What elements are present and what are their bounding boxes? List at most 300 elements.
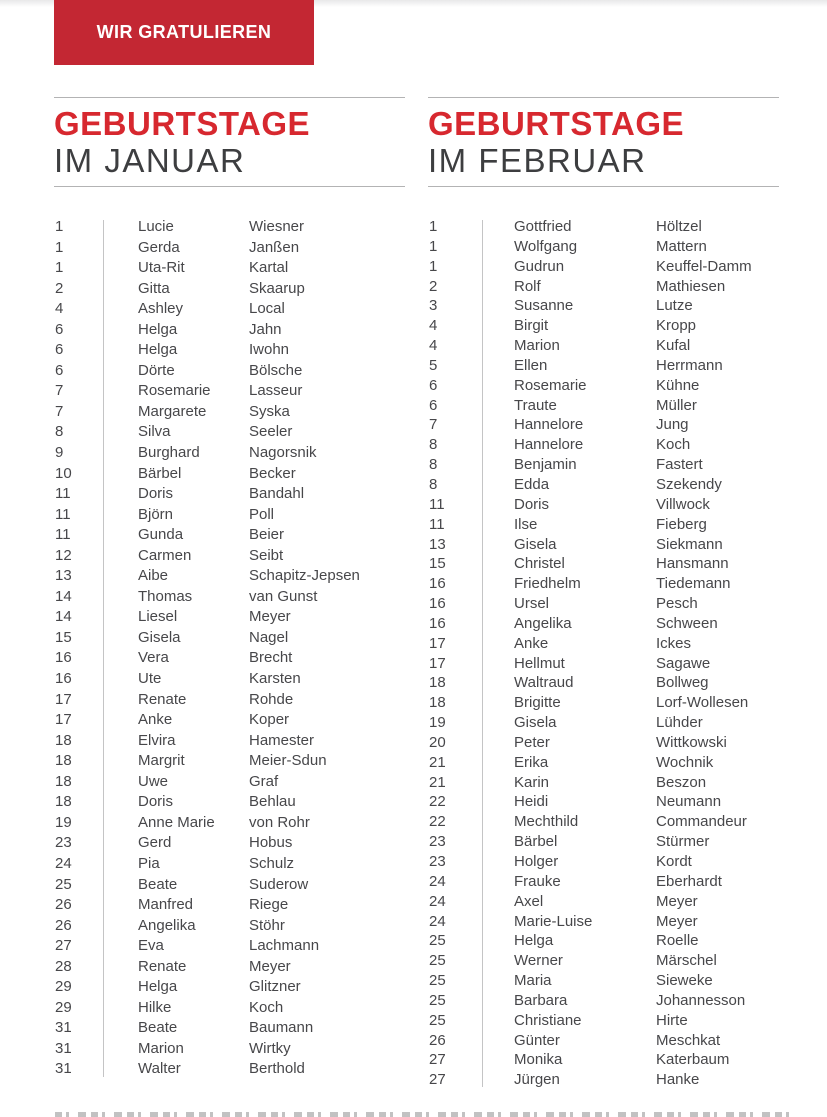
birthday-last: Kühne [656,376,700,394]
birthday-first: Hellmut [514,654,565,672]
birthday-row [54,977,405,998]
birthday-last: Seibt [249,546,284,564]
birthday-row [428,356,779,376]
birthday-day: 18 [429,694,446,712]
birthday-first: Traute [514,396,557,414]
birthday-day: 29 [55,978,72,996]
birthday-row [428,753,779,773]
birthday-first: Frauke [514,872,561,890]
birthday-day: 11 [55,485,71,503]
birthday-day: 6 [429,396,438,414]
birthday-day: 9 [55,444,64,462]
birthday-last: Schapitz-Jepsen [249,567,360,585]
birthday-row [428,654,779,674]
birthday-first: Mechthild [514,813,579,831]
birthday-first: Gisela [138,628,181,646]
birthday-first: Gottfried [514,218,572,235]
birthday-row [428,455,779,475]
birthday-last: Hirte [656,1011,688,1029]
birthday-last: Tiedemann [656,575,731,593]
birthday-last: Berthold [249,1060,305,1078]
birthday-list-february [428,187,779,1090]
birthday-first: Axel [514,892,544,910]
birthday-first: Marion [514,337,560,355]
column-title-month-february: IM FEBRUAR [428,142,647,179]
birthday-last: Poll [249,505,275,523]
birthday-day: 16 [55,670,72,688]
birthday-first: Gerd [138,834,172,852]
birthday-row [54,1059,405,1080]
birthday-last: Stöhr [249,916,285,934]
birthday-first: Edda [514,475,550,493]
birthday-last: Meschkat [656,1031,721,1049]
birthday-first: Bärbel [138,464,182,482]
birthday-first: Angelika [514,614,572,632]
birthday-day: 23 [55,834,72,852]
birthday-first: Lucie [138,218,174,235]
birthday-row [54,833,405,854]
birthday-row [428,237,779,257]
birthday-last: Koper [249,711,290,729]
birthday-row [428,376,779,396]
birthday-day: 7 [55,402,64,420]
divider-top-january [54,97,405,98]
birthday-day: 7 [55,382,64,400]
birthday-row [54,587,405,608]
birthday-last: Herrmann [656,356,723,374]
birthday-last: Stürmer [656,833,710,851]
birthday-day: 18 [55,731,72,749]
birthday-last: Riege [249,896,289,914]
birthday-first: Ursel [514,595,550,613]
birthday-last: Bandahl [249,485,305,503]
birthday-row [54,607,405,628]
birthday-first: Barbara [514,991,568,1009]
birthday-row [54,381,405,402]
birthday-last: Rohde [249,690,294,708]
birthday-last: Schulz [249,854,295,872]
birthday-first: Anke [138,711,173,729]
birthday-last: Kartal [249,259,289,277]
birthday-row [54,895,405,916]
birthday-day: 2 [429,277,438,295]
birthday-last: Sagawe [656,654,711,672]
birthday-row [54,772,405,793]
birthday-row [54,402,405,423]
birthday-first: Beate [138,875,178,893]
birthday-first: Brigitte [514,694,561,712]
birthday-row [428,316,779,336]
birthday-first: Helga [138,978,178,996]
birthday-first: Walter [138,1060,181,1078]
birthday-day: 4 [429,317,438,335]
birthday-day: 8 [55,423,64,441]
birthday-row [54,916,405,937]
birthday-row [428,277,779,297]
birthday-day: 7 [429,416,438,434]
birthday-last: Hamester [249,731,315,749]
birthday-day: 23 [429,833,446,851]
birthday-day: 16 [429,595,446,613]
birthday-day: 23 [429,853,446,870]
birthday-day: 11 [429,495,445,513]
birthday-row [54,998,405,1019]
birthday-first: Marie-Luise [514,912,593,930]
birthday-day: 14 [55,608,72,626]
birthday-first: Liesel [138,608,178,626]
birthday-row [54,320,405,341]
birthday-row [428,415,779,435]
birthday-last: Syska [249,402,290,420]
birthday-row [428,574,779,594]
birthday-first: Ilse [514,515,538,533]
birthday-first: Manfred [138,896,194,914]
birthday-last: Meyer [656,912,698,930]
birthday-first: Renate [138,690,187,708]
birthday-last: Beier [249,526,285,544]
divider-top-february [428,97,779,98]
birthday-row [54,813,405,834]
birthday-row [428,1050,779,1070]
banner [54,0,314,65]
birthday-day: 21 [429,773,446,791]
birthday-row [428,1011,779,1031]
birthday-day: 4 [429,337,438,355]
birthday-last: Höltzel [656,218,702,235]
birthday-first: Peter [514,733,550,751]
birthday-day: 28 [55,957,72,975]
birthday-last: Seeler [249,423,293,441]
birthday-last: Bollweg [656,674,709,692]
birthday-last: Kordt [656,853,692,870]
birthday-first: Susanne [514,297,574,315]
birthday-day: 19 [429,714,446,732]
birthday-row [428,832,779,852]
birthday-last: Keuffel-Damm [656,257,752,275]
birthday-first: Beate [138,1019,178,1037]
birthday-day: 6 [429,376,438,394]
birthday-first: Günter [514,1031,560,1049]
birthday-last: Meyer [249,957,291,975]
birthday-row [428,1031,779,1051]
birthday-first: Wolfgang [514,237,578,255]
birthday-last: Villwock [656,495,710,513]
birthday-last: Eberhardt [656,872,722,890]
birthday-day: 17 [429,654,446,672]
birthday-row [428,951,779,971]
birthday-last: Behlau [249,793,296,811]
birthday-last: Johannesson [656,991,746,1009]
birthday-first: Margarete [138,402,207,420]
birthday-first: Benjamin [514,456,577,474]
birthday-day: 6 [55,341,64,359]
birthday-first: Uta-Rit [138,259,185,277]
birthday-first: Gisela [514,535,557,553]
birthday-day: 17 [429,634,446,652]
birthday-day: 1 [55,238,64,256]
birthday-last: Fastert [656,456,703,474]
birthday-row [54,422,405,443]
birthday-last: Beszon [656,773,707,791]
birthday-first: Doris [138,485,174,503]
birthday-first: Anke [514,634,549,652]
birthday-last: Neumann [656,793,722,811]
birthday-first: Björn [138,505,174,523]
birthday-first: Marion [138,1039,184,1057]
birthday-row [54,628,405,649]
birthday-first: Waltraud [514,674,574,692]
birthday-first: Hannelore [514,416,584,434]
birthday-first: Rosemarie [514,376,587,394]
birthday-row [428,336,779,356]
birthday-day: 6 [55,361,64,379]
birthday-first: Jürgen [514,1071,560,1089]
birthday-first: Angelika [138,916,196,934]
birthday-first: Pia [138,854,160,872]
birthday-first: Helga [514,932,554,950]
birthday-row [54,1039,405,1060]
birthday-first: Silva [138,423,171,441]
birthday-last: Lühder [656,714,703,732]
birthday-first: Gitta [138,279,170,297]
column-title-red-january: GEBURTSTAGE [54,105,311,142]
birthday-first: Maria [514,972,552,990]
birthday-first: Doris [514,495,550,513]
birthday-last: Mattern [656,237,707,255]
birthday-first: Gudrun [514,257,565,275]
birthday-first: Gerda [138,238,180,256]
birthday-day: 25 [429,991,446,1009]
birthday-last: Koch [656,436,691,454]
birthday-day: 17 [55,711,72,729]
birthday-day: 24 [429,872,446,890]
birthday-row [428,792,779,812]
birthday-day: 26 [429,1031,446,1049]
birthday-row [54,484,405,505]
birthday-row [54,710,405,731]
birthday-first: Ute [138,670,162,688]
birthday-row [428,971,779,991]
birthday-row [428,515,779,535]
birthday-first: Vera [138,649,169,667]
birthday-day: 1 [55,259,64,277]
birthday-day: 3 [429,297,438,315]
birthday-first: Monika [514,1051,563,1069]
birthday-last: Lachmann [249,937,320,955]
birthday-last: Kufal [656,337,691,355]
birthday-last: Schween [656,614,718,632]
birthday-first: Renate [138,957,187,975]
birthday-first: Gunda [138,526,184,544]
birthday-row [428,217,779,237]
birthday-first: Gisela [514,714,557,732]
birthday-first: Heidi [514,793,549,811]
birthday-last: Märschel [656,952,717,970]
birthday-day: 20 [429,733,446,751]
birthday-first: Hannelore [514,436,584,454]
birthday-last: Skaarup [249,279,305,297]
birthday-row [428,614,779,634]
birthday-day: 29 [55,998,72,1016]
birthday-row [54,505,405,526]
birthday-row [54,792,405,813]
birthday-last: Katerbaum [656,1051,730,1069]
birthday-day: 24 [55,854,72,872]
birthday-last: Müller [656,396,697,414]
birthday-last: Lasseur [249,382,303,400]
column-title-red-february: GEBURTSTAGE [428,105,685,142]
birthday-row [54,258,405,279]
birthday-first: Carmen [138,546,192,564]
birthday-first: Elvira [138,731,176,749]
birthday-day: 25 [429,952,446,970]
birthday-first: Burghard [138,444,200,462]
birthday-first: Birgit [514,317,549,335]
birthday-last: Iwohn [249,341,290,359]
birthday-first: Margrit [138,752,185,770]
birthday-last: Roelle [656,932,699,950]
birthday-day: 31 [55,1039,72,1057]
birthday-last: Suderow [249,875,309,893]
birthday-row [54,279,405,300]
birthday-row [428,495,779,515]
birthday-day: 16 [55,649,72,667]
birthday-row [54,731,405,752]
birthday-day: 17 [55,690,72,708]
birthday-first: Rosemarie [138,382,211,400]
birthday-last: Local [249,300,285,318]
banner-label: WIR GRATULIEREN [96,22,272,42]
birthday-last: Wittkowski [656,733,727,751]
birthday-day: 10 [55,464,72,482]
birthday-last: Meyer [249,608,291,626]
birthday-day: 13 [55,567,72,585]
birthday-first: Anne Marie [138,813,215,831]
birthday-row [428,931,779,951]
birthday-first: Holger [514,853,559,870]
birthday-first: Werner [514,952,563,970]
birthday-day: 1 [429,237,438,255]
birthday-day: 27 [429,1051,446,1069]
birthday-day: 19 [55,813,72,831]
birthday-row [428,852,779,872]
birthday-last: Baumann [249,1019,314,1037]
birthday-last: Nagel [249,628,289,646]
birthday-row [54,648,405,669]
birthday-day: 8 [429,456,438,474]
birthday-row [428,296,779,316]
birthday-row [54,217,405,238]
birthday-day: 16 [429,614,446,632]
birthday-last: Wiesner [249,218,305,235]
birthday-day: 11 [55,505,71,523]
birthday-last: Szekendy [656,475,722,493]
birthday-row [428,435,779,455]
birthday-last: Pesch [656,595,698,613]
birthday-day: 1 [429,257,438,275]
birthday-first: Aibe [138,567,169,585]
birthday-day: 5 [429,356,438,374]
birthday-last: Lorf-Wollesen [656,694,749,712]
birthday-last: Becker [249,464,296,482]
birthday-last: Janßen [249,238,300,256]
birthday-last: Jung [656,416,689,434]
birthday-day: 4 [55,300,64,318]
birthday-row [428,634,779,654]
birthday-row [428,554,779,574]
birthday-day: 18 [55,772,72,790]
birthday-row [54,464,405,485]
birthday-first: Uwe [138,772,169,790]
birthday-day: 18 [55,793,72,811]
birthday-first: Friedhelm [514,575,581,593]
column-january [54,97,405,1080]
birthday-last: Siekmann [656,535,723,553]
birthday-row [428,1070,779,1090]
birthday-last: Sieweke [656,972,713,990]
birthday-rows-february [428,217,779,1090]
birthday-first: Eva [138,937,164,955]
birthday-last: Fieberg [656,515,707,533]
birthday-day: 16 [429,575,446,593]
birthday-last: Wochnik [656,753,714,771]
birthday-day: 31 [55,1060,72,1078]
birthday-day: 27 [429,1071,446,1089]
birthday-row [428,594,779,614]
birthday-day: 25 [429,1011,446,1029]
birthday-last: von Rohr [249,813,310,831]
birthday-last: Mathiesen [656,277,726,295]
birthday-day: 25 [429,932,446,950]
birthday-row [54,566,405,587]
birthday-last: Kropp [656,317,697,335]
birthday-day: 8 [429,436,438,454]
birthday-row [54,1018,405,1039]
birthday-first: Ashley [138,300,184,318]
birthday-first: Christel [514,555,565,573]
birthday-row [428,812,779,832]
birthday-day: 1 [429,218,438,235]
birthday-row [428,673,779,693]
birthday-last: Graf [249,772,279,790]
birthday-day: 8 [429,475,438,493]
birthday-day: 26 [55,896,72,914]
birthday-last: Glitzner [249,978,301,996]
birthday-first: Doris [138,793,174,811]
birthday-day: 18 [429,674,446,692]
birthday-day: 11 [429,515,445,533]
birthday-day: 22 [429,813,446,831]
birthday-first: Bärbel [514,833,558,851]
birthday-row [428,892,779,912]
birthday-last: Ickes [656,634,692,652]
birthday-day: 13 [429,535,446,553]
birthday-row [54,669,405,690]
birthday-first: Hilke [138,998,172,1016]
birthday-row [54,751,405,772]
birthday-row [428,912,779,932]
birthday-last: Lutze [656,297,693,315]
birthday-day: 21 [429,753,446,771]
birthday-last: Wirtky [249,1039,291,1057]
birthday-last: Commandeur [656,813,747,831]
birthday-first: Karin [514,773,550,791]
birthday-row [428,713,779,733]
birthday-row [54,525,405,546]
birthday-first: Christiane [514,1011,582,1029]
birthday-row [428,693,779,713]
birthday-row [428,991,779,1011]
